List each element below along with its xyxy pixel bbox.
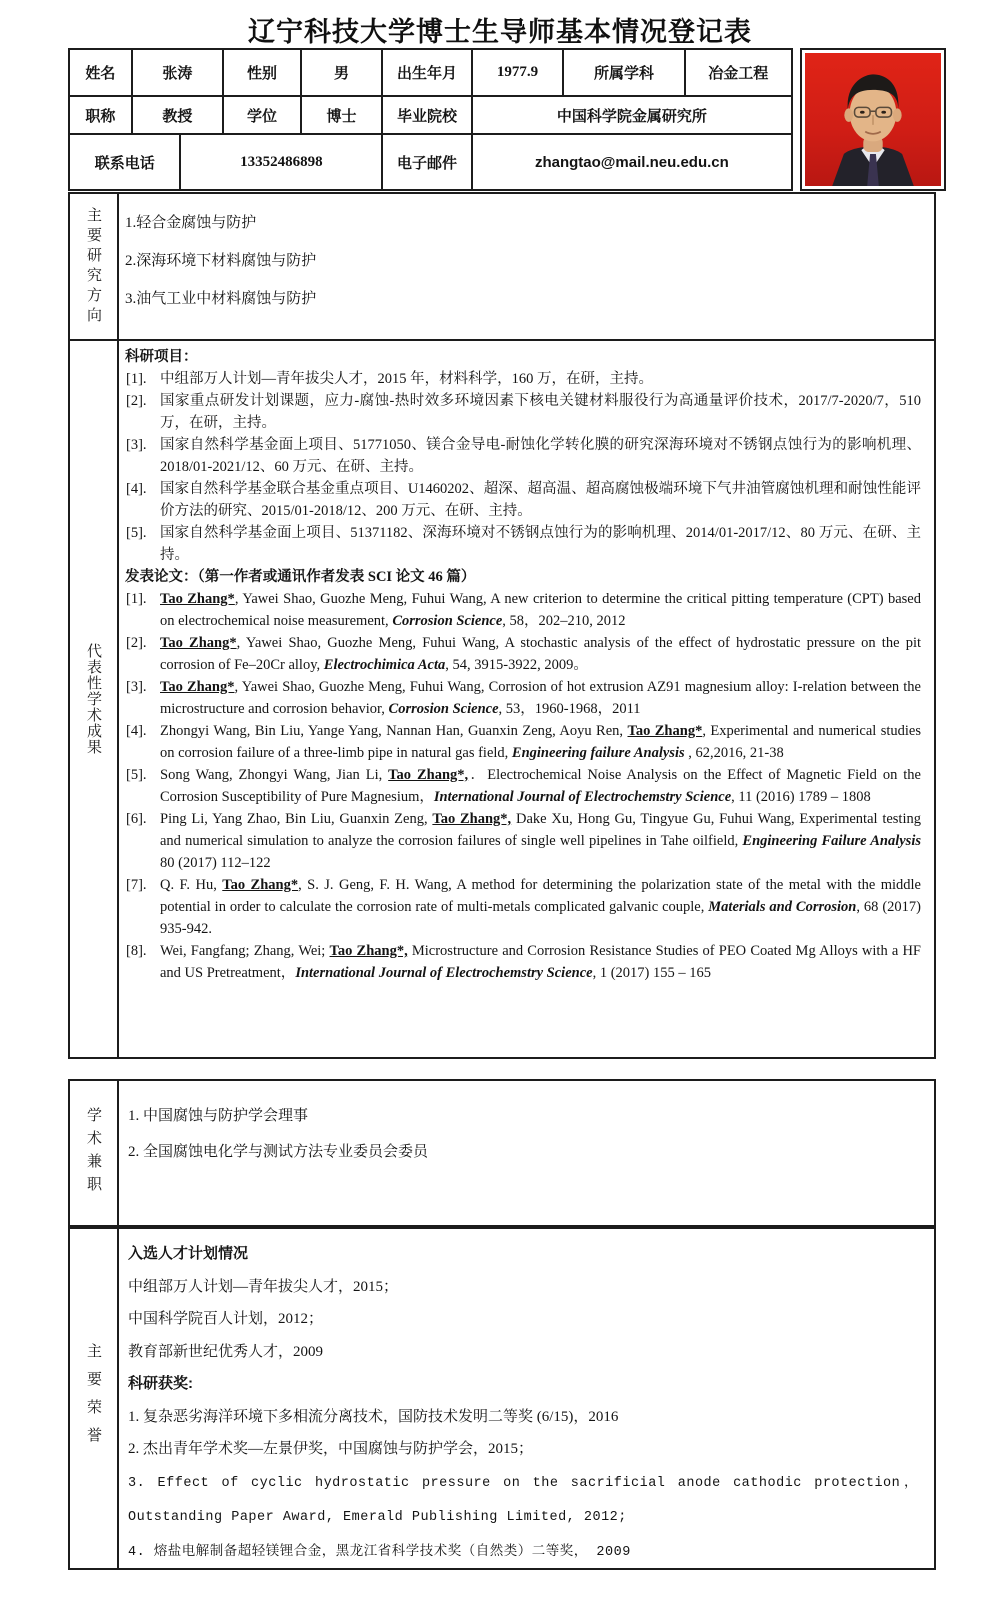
paper-text: , Yawei Shao, Guozhe Meng, Fuhui Wang, A stochastic analysis of the effect of hydrostatic pressure on the pit corrosion of Fe–20Cr alloy,: [160, 635, 922, 673]
item-number: [5].: [126, 767, 147, 783]
discipline-value: 冶金工程: [708, 66, 769, 82]
degree-label: 学位: [224, 97, 302, 133]
paper-author: Tao Zhang*: [160, 679, 235, 695]
page-title: 辽宁科技大学博士生导师基本情况登记表: [248, 17, 752, 47]
paper-text: , 68 (2017) 935-942.: [160, 899, 921, 937]
honors-content: [119, 1229, 934, 1568]
name-label: 姓名: [70, 50, 133, 95]
paper-journal: Corrosion Science: [392, 613, 503, 629]
paper-item: [123, 764, 921, 808]
paper-text: , Yawei Shao, Guozhe Meng, Fuhui Wang, Corrosion of hot extrusion AZ91 magnesium alloy: I-relation between the microstructure and corrosion behavior,: [160, 679, 921, 717]
item-number: [4].: [126, 481, 147, 497]
research-direction-item: 3.油气工业中材料腐蚀与防护: [125, 291, 317, 307]
info-row-3: [70, 135, 791, 189]
papers-heading: 发表论文：（第一作者或通讯作者发表 SCI 论文 46 篇）: [125, 569, 476, 585]
honors-label: 主要荣誉: [85, 1342, 101, 1455]
photo-cell: [800, 48, 946, 191]
paper-text: , 53，1960-1968，2011: [498, 701, 641, 717]
research-direction-item: 1.轻合金腐蚀与防护: [125, 215, 257, 231]
birth-label: 出生年月: [383, 50, 473, 95]
item-number: [4].: [126, 723, 147, 739]
item-number: [6].: [126, 811, 147, 827]
paper-item: [123, 632, 921, 676]
school-value: 中国科学院金属研究所: [556, 108, 707, 125]
item-text: 国家重点研发计划课题，应力-腐蚀-热时效多环境因素下核电关键材料服役行为高通量评价技术，2017/7-2020/7，510 万，在研，主持。: [160, 393, 921, 431]
paper-text: Microstructure and Corrosion Resistance Studies of PEO Coated Mg Alloys with a HF and US Pretreatment，: [160, 943, 921, 981]
item-text: 国家自然科学基金联合基金重点项目、U1460202、超深、超高温、超高腐蚀极端环境下气井油管腐蚀机理和耐蚀性能评价方法的研究、2015/01-2018/12、200 万元、在研、主持。: [160, 481, 921, 519]
paper-text: , S. J. Geng, F. H. Wang, A method for determining the polarization state of the metal with the middle potential in order to calculate the corrosion rate of multi-metals complicated galvanic couple,: [160, 877, 921, 915]
project-item: [123, 478, 921, 522]
portrait-photo: [805, 53, 941, 186]
paper-item: [123, 940, 921, 984]
memberships-label-cell: [70, 1081, 119, 1225]
paper-text: ．Electrochemical Noise Analysis on the Effect of Magnetic Field on the Corrosion Susceptibility of Pure Magnesium，: [160, 767, 921, 805]
research-directions-list: [119, 194, 934, 308]
email-value: zhangtao@mail.neu.edu.cn: [534, 153, 729, 171]
gender-label: 性别: [224, 50, 302, 95]
item-text: 3. Effect of cyclic hydrostatic pressure on the sacrificial anode cathodic protection，Outstanding Paper Award, Emerald Publishing Limited, 2012;: [128, 1475, 918, 1525]
research-directions-label-cell: [70, 194, 119, 339]
research-direction-item: 2.深海环境下材料腐蚀与防护: [125, 253, 317, 269]
paper-text: Song Wang, Zhongyi Wang, Jian Li,: [160, 767, 389, 783]
projects-heading: 科研项目：: [125, 349, 198, 365]
award-item: [128, 1466, 918, 1535]
email-label: 电子邮件: [383, 135, 473, 189]
degree-value: 博士: [302, 97, 384, 133]
paper-author: Tao Zhang*: [627, 723, 703, 739]
item-text: 国家自然科学基金面上项目、51771050、镁合金导电-耐蚀化学转化膜的研究深海环境对不锈钢点蚀行为的影响机理、2018/01-2021/12、60 万元、在研、主持。: [160, 437, 921, 475]
discipline-label: 所属学科: [564, 50, 685, 95]
gender-value: 男: [302, 50, 384, 95]
paper-journal: International Journal of Electrochemstry Science: [433, 789, 732, 805]
title-value: 教授: [133, 97, 225, 133]
info-row-2: [70, 97, 791, 135]
membership-item: 1. 中国腐蚀与防护学会理事: [128, 1108, 309, 1124]
info-row-1: [70, 50, 791, 97]
paper-author: Tao Zhang*: [222, 877, 299, 893]
paper-text: , Yawei Shao, Guozhe Meng, Fuhui Wang, A new criterion to determine the critical pitting temperature (CPT) based on electrochemical noise measurement,: [160, 591, 921, 629]
paper-item: [123, 676, 921, 720]
item-text: 中组部万人计划—青年拔尖人才，2015 年，材料科学，160 万，在研，主持。: [160, 371, 653, 387]
papers-list: [123, 588, 921, 984]
paper-author: Tao Zhang*: [160, 591, 235, 607]
memberships-list: [119, 1081, 934, 1161]
memberships-label: 学术兼职: [85, 1107, 101, 1199]
achievements-label: 代表性学术成果: [85, 643, 101, 755]
item-number: [3].: [126, 679, 147, 695]
paper-text: , 11 (2016) 1789 – 1808: [731, 789, 871, 805]
research-directions-label: 主要研究方向: [85, 206, 101, 327]
projects-list: [123, 368, 921, 566]
achievements-label-cell: [70, 341, 119, 1057]
paper-text: , 1 (2017) 155 – 165: [592, 965, 711, 981]
honors-table: [68, 1227, 936, 1570]
membership-item: 2. 全国腐蚀电化学与测试方法专业委员会委员: [128, 1144, 429, 1160]
paper-text: Q. F. Hu,: [160, 877, 223, 893]
basic-info-table: [68, 48, 946, 191]
paper-text: Wei, Fangfang; Zhang, Wei;: [160, 943, 330, 959]
award-item: [128, 1401, 918, 1434]
paper-author: Tao Zhang*,: [329, 943, 408, 959]
talent-plan-item: 中组部万人计划—青年拔尖人才，2015；: [128, 1278, 399, 1295]
achievements-section: [70, 341, 934, 1057]
project-item: [123, 522, 921, 566]
talent-plans-heading: 入选人才计划情况: [128, 1245, 249, 1262]
paper-text: 80 (2017) 112–122: [160, 855, 271, 871]
item-number: [2].: [126, 393, 147, 409]
item-text: 4. 熔盐电解制备超轻镁锂合金，黑龙江省科学技术奖（自然类）二等奖， 2009: [128, 1544, 631, 1560]
paper-item: [123, 588, 921, 632]
paper-author: Tao Zhang*,: [432, 811, 512, 827]
paper-journal: Materials and Corrosion: [708, 899, 857, 915]
research-directions-section: [70, 194, 934, 341]
item-number: [1].: [126, 591, 147, 607]
item-number: [8].: [126, 943, 147, 959]
paper-text: , 62,2016, 21-38: [684, 745, 784, 761]
phone-label: 联系电话: [70, 135, 181, 189]
project-item: [123, 390, 921, 434]
item-number: [1].: [126, 371, 147, 387]
birth-value: 1977.9: [473, 50, 565, 95]
paper-text: , 54, 3915-3922, 2009。: [445, 657, 588, 673]
item-text: 1. 复杂恶劣海洋环境下多相流分离技术，国防技术发明二等奖 (6/15)，2016: [128, 1408, 619, 1425]
paper-author: Tao Zhang*: [160, 635, 237, 651]
paper-text: Ping Li, Yang Zhao, Bin Liu, Guanxin Zeng,: [160, 811, 433, 827]
item-number: [5].: [126, 525, 147, 541]
memberships-content: [119, 1081, 934, 1225]
item-number: [7].: [126, 877, 147, 893]
paper-journal: Engineering Failure Analysis: [742, 833, 921, 849]
talent-plans-list: [128, 1271, 918, 1369]
paper-journal: Electrochimica Acta: [323, 657, 446, 673]
paper-journal: Engineering failure Analysis: [511, 745, 685, 761]
paper-text: , 58，202–210, 2012: [502, 613, 626, 629]
school-label: 毕业院校: [383, 97, 473, 133]
award-item: [128, 1535, 918, 1570]
paper-text: Zhongyi Wang, Bin Liu, Yange Yang, Nannan Han, Guanxin Zeng, Aoyu Ren,: [160, 723, 628, 739]
talent-plan-item: 教育部新世纪优秀人才，2009: [128, 1343, 324, 1360]
memberships-table: [68, 1079, 936, 1227]
awards-heading: 科研获奖:: [128, 1375, 193, 1392]
achievements-content: [119, 341, 934, 1057]
info-grid: [68, 48, 793, 191]
phone-value: 13352486898: [181, 135, 383, 189]
item-number: [2].: [126, 635, 147, 651]
project-item: [123, 434, 921, 478]
paper-item: [123, 720, 921, 764]
honors-label-cell: [70, 1229, 119, 1568]
item-text: 2. 杰出青年学术奖—左景伊奖，中国腐蚀与防护学会，2015；: [128, 1441, 534, 1457]
main-table: [68, 192, 936, 1059]
paper-text: Dake Xu, Hong Gu, Tingyue Gu, Fuhui Wang, Experimental testing and numerical simulation to analyze the corrosion failures of single well pipelines in Tahe oilfield,: [160, 811, 921, 849]
project-item: [123, 368, 921, 390]
paper-text: , Experimental and numerical studies on corrosion failure of a three-limb pipe in natural gas field,: [160, 723, 922, 761]
paper-author: Tao Zhang*,: [388, 767, 469, 783]
name-value: 张涛: [133, 50, 225, 95]
item-text: 国家自然科学基金面上项目、51371182、深海环境对不锈钢点蚀行为的影响机理、2014/01-2017/12、80 万元、在研、主持。: [160, 525, 921, 563]
title-label: 职称: [70, 97, 133, 133]
paper-journal: Corrosion Science: [388, 701, 499, 717]
awards-list: [128, 1401, 918, 1570]
research-directions-content: [119, 194, 934, 339]
paper-item: [123, 808, 921, 874]
paper-journal: International Journal of Electrochemstry Science: [295, 965, 593, 981]
award-item: [128, 1433, 918, 1466]
talent-plan-item: 中国科学院百人计划，2012；: [128, 1311, 324, 1327]
paper-item: [123, 874, 921, 940]
item-number: [3].: [126, 437, 147, 453]
